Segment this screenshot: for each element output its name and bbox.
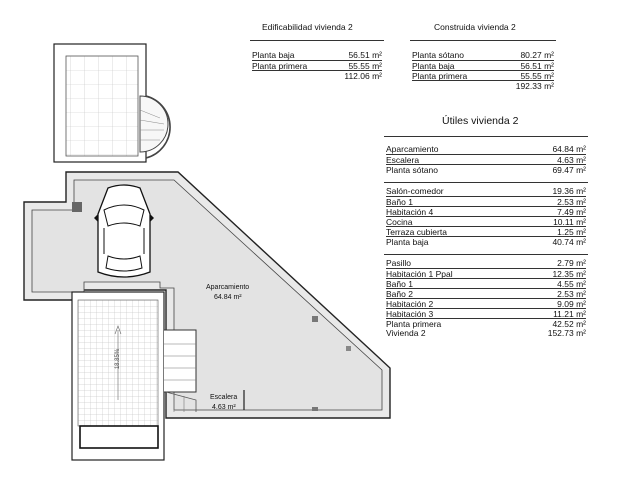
row-value: 55.55 m² <box>348 61 382 71</box>
row-label: Planta baja <box>252 50 295 60</box>
construida-table <box>410 22 556 92</box>
row-value: 2.53 m² <box>557 197 586 207</box>
row-label: Aparcamiento <box>386 144 439 154</box>
row-value: 56.51 m² <box>520 61 554 71</box>
row-value: 2.79 m² <box>557 258 586 268</box>
row-label: Habitación 1 Ppal <box>386 269 453 279</box>
row-value: 80.27 m² <box>520 50 554 60</box>
row-label: Habitación 2 <box>386 299 434 309</box>
table-row <box>386 328 586 338</box>
row-value: 12.35 m² <box>552 269 586 279</box>
row-value: 1.25 m² <box>557 227 586 237</box>
row-label: Cocina <box>386 217 413 227</box>
row-label: Baño 2 <box>386 289 413 299</box>
row-label: Planta baja <box>412 61 455 71</box>
row-value: 4.55 m² <box>557 279 586 289</box>
divider <box>384 182 588 183</box>
upper-room <box>54 44 170 162</box>
row-value: 11.21 m² <box>553 309 586 319</box>
row-value: 7.49 m² <box>557 207 586 217</box>
row-value: 42.52 m² <box>552 319 586 329</box>
row-label: Habitación 3 <box>386 309 434 319</box>
utiles-title: Útiles vivienda 2 <box>442 115 519 127</box>
row-label: Planta sótano <box>412 50 464 60</box>
row-value: 64.84 m² <box>552 144 586 154</box>
row-value: 19.36 m² <box>552 186 586 196</box>
table-row <box>386 236 586 247</box>
table-row <box>386 164 586 175</box>
construida-title: Construida vivienda 2 <box>434 22 516 32</box>
row-value: 55.55 m² <box>520 71 554 81</box>
row-label: Planta baja <box>386 237 429 247</box>
row-label: Planta sótano <box>386 165 438 175</box>
row-label: Baño 1 <box>386 279 413 289</box>
row-label: Planta primera <box>386 319 442 329</box>
edificabilidad-title: Edificabilidad vivienda 2 <box>262 22 353 32</box>
row-value: 56.51 m² <box>348 50 382 60</box>
row-value: 9.09 m² <box>557 299 586 309</box>
row-label: Planta primera <box>412 71 468 81</box>
escalera-area: 4.63 m² <box>212 404 236 411</box>
table-row <box>386 144 586 154</box>
total-value: 112.06 m² <box>344 71 382 81</box>
divider <box>410 40 556 41</box>
row-label: Baño 1 <box>386 197 413 207</box>
aparcamiento-label: Aparcamiento <box>206 284 250 291</box>
row-label: Pasillo <box>386 258 412 268</box>
table-total-row <box>252 70 382 81</box>
row-label: Habitación 4 <box>386 207 434 217</box>
table-total-row <box>412 80 554 91</box>
escalera-label: Escalera <box>210 394 238 401</box>
row-value: 40.74 m² <box>552 237 586 247</box>
row-label: Vivienda 2 <box>386 328 426 338</box>
table-row <box>386 258 586 268</box>
ramp <box>72 292 164 460</box>
row-value: 152.73 m² <box>547 328 586 338</box>
row-value: 10.11 m² <box>553 217 586 227</box>
divider <box>384 254 588 255</box>
table-row <box>412 50 554 60</box>
row-value: 4.63 m² <box>557 155 586 165</box>
edificabilidad-table <box>250 22 384 92</box>
divider <box>384 136 588 137</box>
row-label: Terraza cubierta <box>386 227 447 237</box>
row-value: 2.53 m² <box>557 289 586 299</box>
row-label: Planta primera <box>252 61 308 71</box>
divider <box>250 40 384 41</box>
table-row <box>386 186 586 196</box>
total-value: 192.33 m² <box>515 81 554 91</box>
aparcamiento-area: 64.84 m² <box>214 294 242 301</box>
row-label: Escalera <box>386 155 420 165</box>
utiles-table <box>384 116 588 346</box>
row-value: 69.47 m² <box>552 165 586 175</box>
table-row <box>252 50 382 60</box>
ramp-slope-label: 18.85% <box>115 348 122 370</box>
row-label: Salón-comedor <box>386 186 444 196</box>
